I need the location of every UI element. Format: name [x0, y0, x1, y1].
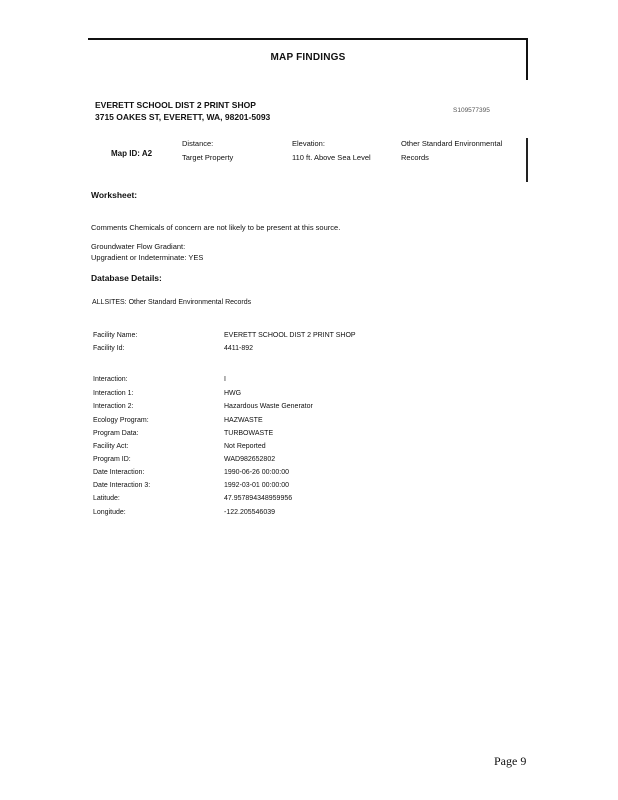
header-top-rule [88, 38, 528, 40]
detail-label: Program Data: [93, 430, 139, 437]
detail-label: Date Interaction 3: [93, 482, 151, 489]
detail-value: WAD982652802 [224, 456, 276, 463]
detail-label: Program ID: [93, 456, 131, 463]
elevation-label: Elevation: [292, 139, 325, 148]
detail-value: Hazardous Waste Generator [224, 403, 313, 410]
detail-label: Longitude: [93, 509, 126, 516]
detail-value: 1992-03-01 00:00:00 [224, 482, 289, 489]
detail-label: Interaction: [93, 376, 128, 383]
detail-value: Not Reported [224, 443, 266, 450]
database-details-heading: Database Details: [91, 273, 162, 283]
detail-value: 4411-892 [224, 345, 254, 352]
detail-label: Facility Name: [93, 332, 138, 339]
detail-label: Date Interaction: [93, 469, 145, 476]
page-number: Page 9 [494, 754, 527, 768]
site-address: 3715 OAKES ST, EVERETT, WA, 98201-5093 [95, 112, 271, 122]
site-name: EVERETT SCHOOL DIST 2 PRINT SHOP [95, 100, 256, 110]
detail-value: -122.205546039 [224, 509, 275, 516]
database-type-line2: Records [401, 153, 429, 162]
database-type-line1: Other Standard Environmental [401, 139, 503, 148]
distance-label: Distance: [182, 139, 214, 148]
database-source: ALLSITES: Other Standard Environmental Records [92, 299, 252, 306]
gradient-value: Upgradient or Indeterminate: YES [91, 253, 204, 262]
map-id: Map ID: A2 [111, 149, 153, 158]
detail-value: 1990-06-26 00:00:00 [224, 469, 289, 476]
gradient-label: Groundwater Flow Gradiant: [91, 242, 186, 251]
detail-label: Latitude: [93, 495, 120, 502]
detail-label: Facility Act: [93, 443, 129, 450]
detail-label: Facility Id: [93, 345, 125, 352]
page-title: MAP FINDINGS [270, 52, 346, 63]
summary-right-rule [526, 138, 528, 182]
detail-label: Ecology Program: [93, 417, 149, 424]
detail-value: EVERETT SCHOOL DIST 2 PRINT SHOP [224, 332, 356, 339]
detail-label: Interaction 2: [93, 403, 134, 410]
distance-value: Target Property [182, 153, 234, 162]
worksheet-comments: Comments Chemicals of concern are not likely to be present at this source. [91, 223, 341, 232]
detail-value: I [224, 376, 226, 383]
detail-value: TURBOWASTE [224, 430, 274, 437]
worksheet-heading: Worksheet: [91, 190, 138, 200]
detail-value: HAZWASTE [224, 417, 263, 424]
detail-value: HWG [224, 390, 242, 397]
detail-label: Interaction 1: [93, 390, 134, 397]
elevation-value: 110 ft. Above Sea Level [292, 153, 371, 162]
site-id: S109577395 [453, 107, 490, 114]
detail-value: 47.957894348959956 [224, 495, 293, 502]
